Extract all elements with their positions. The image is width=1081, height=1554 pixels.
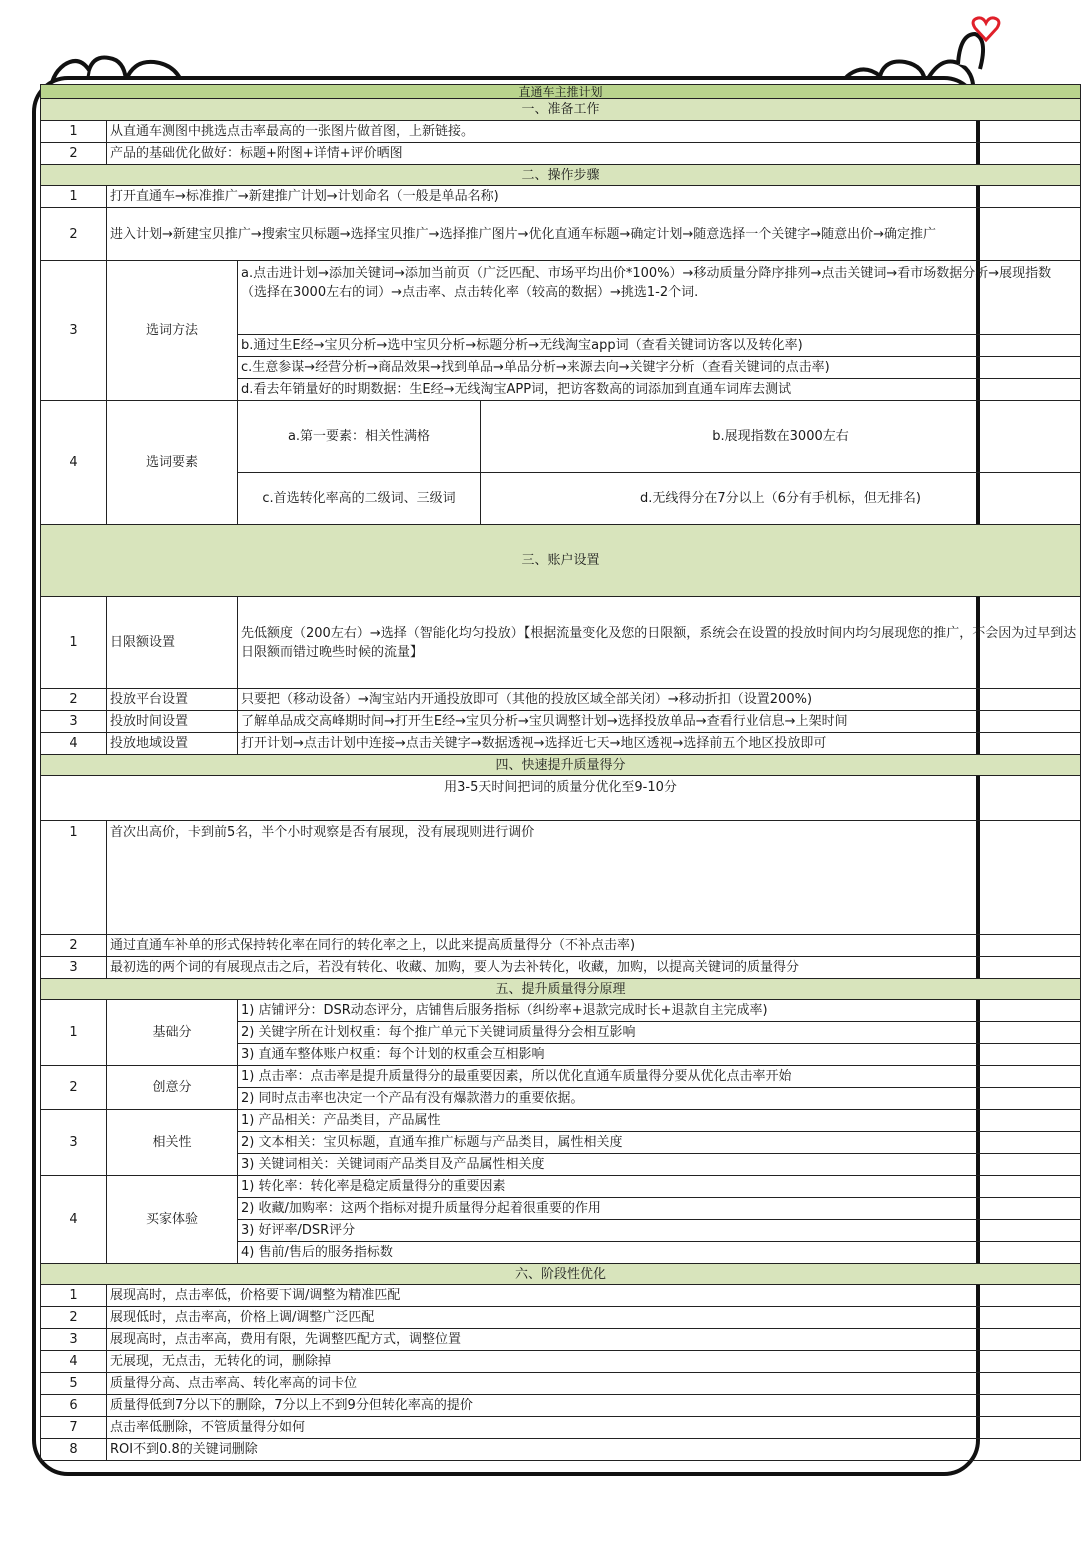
row-text: 质量得低到7分以下的删除，7分以上不到9分但转化率高的提价	[107, 1395, 1081, 1417]
row-label: 投放时间设置	[107, 711, 238, 733]
row-label: 投放地域设置	[107, 733, 238, 755]
row-text: ROI不到0.8的关键词删除	[107, 1439, 1081, 1461]
section-title: 三、账户设置	[41, 525, 1081, 597]
row-text: 质量得分高、点击率高、转化率高的词卡位	[107, 1373, 1081, 1395]
heart-icon	[972, 16, 1000, 42]
row-number: 3	[41, 957, 107, 979]
factor-b: b.展现指数在3000左右	[481, 401, 1081, 473]
principle-item: 3) 好评率/DSR评分	[238, 1220, 1081, 1242]
row-number: 1	[41, 121, 107, 143]
principle-item: 1) 点击率：点击率是提升质量得分的最重要因素，所以优化直通车质量得分要从优化点击率开始	[238, 1066, 1081, 1088]
row-number: 3	[41, 1329, 107, 1351]
section-title: 二、操作步骤	[41, 165, 1081, 186]
row-text: 点击率低删除，不管质量得分如何	[107, 1417, 1081, 1439]
row-text: 只要把（移动设备）→淘宝站内开通投放即可（其他的投放区域全部关闭）→移动折扣（设置200%)	[238, 689, 1081, 711]
table-row	[41, 186, 1081, 208]
method-item: b.通过生E经→宝贝分析→选中宝贝分析→标题分析→无线淘宝app词（查看关键词访客以及转化率)	[238, 335, 1081, 357]
row-number: 3	[41, 711, 107, 733]
row-label: 选词方法	[107, 261, 238, 401]
section-subtitle: 用3-5天时间把词的质量分优化至9-10分	[41, 776, 1081, 821]
row-label: 相关性	[107, 1110, 238, 1176]
row-number: 4	[41, 1351, 107, 1373]
method-item: c.生意参谋→经营分析→商品效果→找到单品→单品分析→来源去向→关键字分析（查看关键词的点击率)	[238, 357, 1081, 379]
row-text: 无展现，无点击，无转化的词，删除掉	[107, 1351, 1081, 1373]
row-text: 进入计划→新建宝贝推广→搜索宝贝标题→选择宝贝推广→选择推广图片→优化直通车标题→确定计划→随意选择一个关键字→随意出价→确定推广	[107, 208, 1081, 261]
row-number: 6	[41, 1395, 107, 1417]
row-text: 先低额度（200左右）→选择（智能化均匀投放）【根据流量变化及您的日限额，系统会在设置的投放时间内均匀展现您的推广，不会因为过早到达日限额而错过晚些时候的流量】	[238, 597, 1081, 689]
row-number: 2	[41, 208, 107, 261]
row-number: 3	[41, 261, 107, 401]
method-item: a.点击进计划→添加关键词→添加当前页（广泛匹配、市场平均出价*100%）→移动质量分降序排列→点击关键词→看市场数据分析→展现指数（选择在3000左右的词）→点击率、点击转化率（较高的数据）→挑选1-2个词.	[238, 261, 1081, 335]
plan-table	[40, 84, 1081, 1461]
table-row	[41, 261, 1081, 335]
table-row	[41, 935, 1081, 957]
principle-item: 2) 收藏/加购率：这两个指标对提升质量得分起着很重要的作用	[238, 1198, 1081, 1220]
row-number: 4	[41, 401, 107, 525]
table-row	[41, 689, 1081, 711]
factor-a: a.第一要素：相关性满格	[238, 401, 481, 473]
row-number: 3	[41, 1110, 107, 1176]
row-text: 展现高时，点击率高，费用有限，先调整匹配方式，调整位置	[107, 1329, 1081, 1351]
row-number: 2	[41, 1066, 107, 1110]
row-text: 从直通车测图中挑选点击率最高的一张图片做首图，上新链接。	[107, 121, 1081, 143]
table-row	[41, 143, 1081, 165]
principle-item: 3) 直通车整体账户权重：每个计划的权重会互相影响	[238, 1044, 1081, 1066]
row-text: 最初选的两个词的有展现点击之后，若没有转化、收藏、加购，要人为去补转化，收藏，加购，以提高关键词的质量得分	[107, 957, 1081, 979]
row-label: 投放平台设置	[107, 689, 238, 711]
worksheet-frame	[32, 76, 1077, 1476]
section-title: 一、准备工作	[41, 99, 1081, 121]
row-text: 通过直通车补单的形式保持转化率在同行的转化率之上，以此来提高质量得分（不补点击率)	[107, 935, 1081, 957]
row-label: 买家体验	[107, 1176, 238, 1264]
row-number: 1	[41, 1000, 107, 1066]
principle-item: 2) 文本相关：宝贝标题，直通车推广标题与产品类目，属性相关度	[238, 1132, 1081, 1154]
factor-d: d.无线得分在7分以上（6分有手机标，但无排名)	[481, 473, 1081, 525]
principle-item: 3) 关键词相关：关键词雨产品类目及产品属性相关度	[238, 1154, 1081, 1176]
principle-item: 1) 店铺评分：DSR动态评分，店铺售后服务指标（纠纷率+退款完成时长+退款自主完成率)	[238, 1000, 1081, 1022]
table-row	[41, 401, 1081, 473]
row-number: 1	[41, 186, 107, 208]
row-number: 7	[41, 1417, 107, 1439]
row-text: 打开直通车→标准推广→新建推广计划→计划命名（一般是单品名称)	[107, 186, 1081, 208]
row-text: 展现低时，点击率高，价格上调/调整广泛匹配	[107, 1307, 1081, 1329]
row-text: 产品的基础优化做好：标题+附图+详情+评价晒图	[107, 143, 1081, 165]
row-label: 基础分	[107, 1000, 238, 1066]
row-text: 展现高时，点击率低，价格要下调/调整为精准匹配	[107, 1285, 1081, 1307]
row-label: 日限额设置	[107, 597, 238, 689]
row-number: 8	[41, 1439, 107, 1461]
principle-item: 2) 同时点击率也决定一个产品有没有爆款潜力的重要依据。	[238, 1088, 1081, 1110]
row-label: 选词要素	[107, 401, 238, 525]
section-title: 六、阶段性优化	[41, 1264, 1081, 1285]
row-number: 2	[41, 143, 107, 165]
sheet-title: 直通车主推计划	[41, 85, 1081, 99]
table-row	[41, 821, 1081, 935]
table-row	[41, 733, 1081, 755]
section-title: 五、提升质量得分原理	[41, 979, 1081, 1000]
row-number: 2	[41, 935, 107, 957]
row-number: 1	[41, 821, 107, 935]
row-number: 5	[41, 1373, 107, 1395]
method-item: d.看去年销量好的时期数据：生E经→无线淘宝APP词，把访客数高的词添加到直通车词库去测试	[238, 379, 1081, 401]
principle-item: 4) 售前/售后的服务指标数	[238, 1242, 1081, 1264]
principle-item: 1) 产品相关：产品类目，产品属性	[238, 1110, 1081, 1132]
table-row	[41, 957, 1081, 979]
row-label: 创意分	[107, 1066, 238, 1110]
row-text: 打开计划→点击计划中连接→点击关键字→数据透视→选择近七天→地区透视→选择前五个地区投放即可	[238, 733, 1081, 755]
principle-item: 2) 关键字所在计划权重：每个推广单元下关键词质量得分会相互影响	[238, 1022, 1081, 1044]
row-text: 了解单品成交高峰期时间→打开生E经→宝贝分析→宝贝调整计划→选择投放单品→查看行业信息→上架时间	[238, 711, 1081, 733]
row-number: 4	[41, 1176, 107, 1264]
row-number: 2	[41, 689, 107, 711]
table-row	[41, 121, 1081, 143]
section-title: 四、快速提升质量得分	[41, 755, 1081, 776]
table-row	[41, 597, 1081, 689]
row-number: 4	[41, 733, 107, 755]
principle-item: 1) 转化率：转化率是稳定质量得分的重要因素	[238, 1176, 1081, 1198]
factor-c: c.首选转化率高的二级词、三级词	[238, 473, 481, 525]
row-number: 1	[41, 597, 107, 689]
table-row	[41, 208, 1081, 261]
table-row	[41, 711, 1081, 733]
row-number: 1	[41, 1285, 107, 1307]
row-number: 2	[41, 1307, 107, 1329]
row-text: 首次出高价，卡到前5名，半个小时观察是否有展现，没有展现则进行调价	[107, 821, 1081, 935]
